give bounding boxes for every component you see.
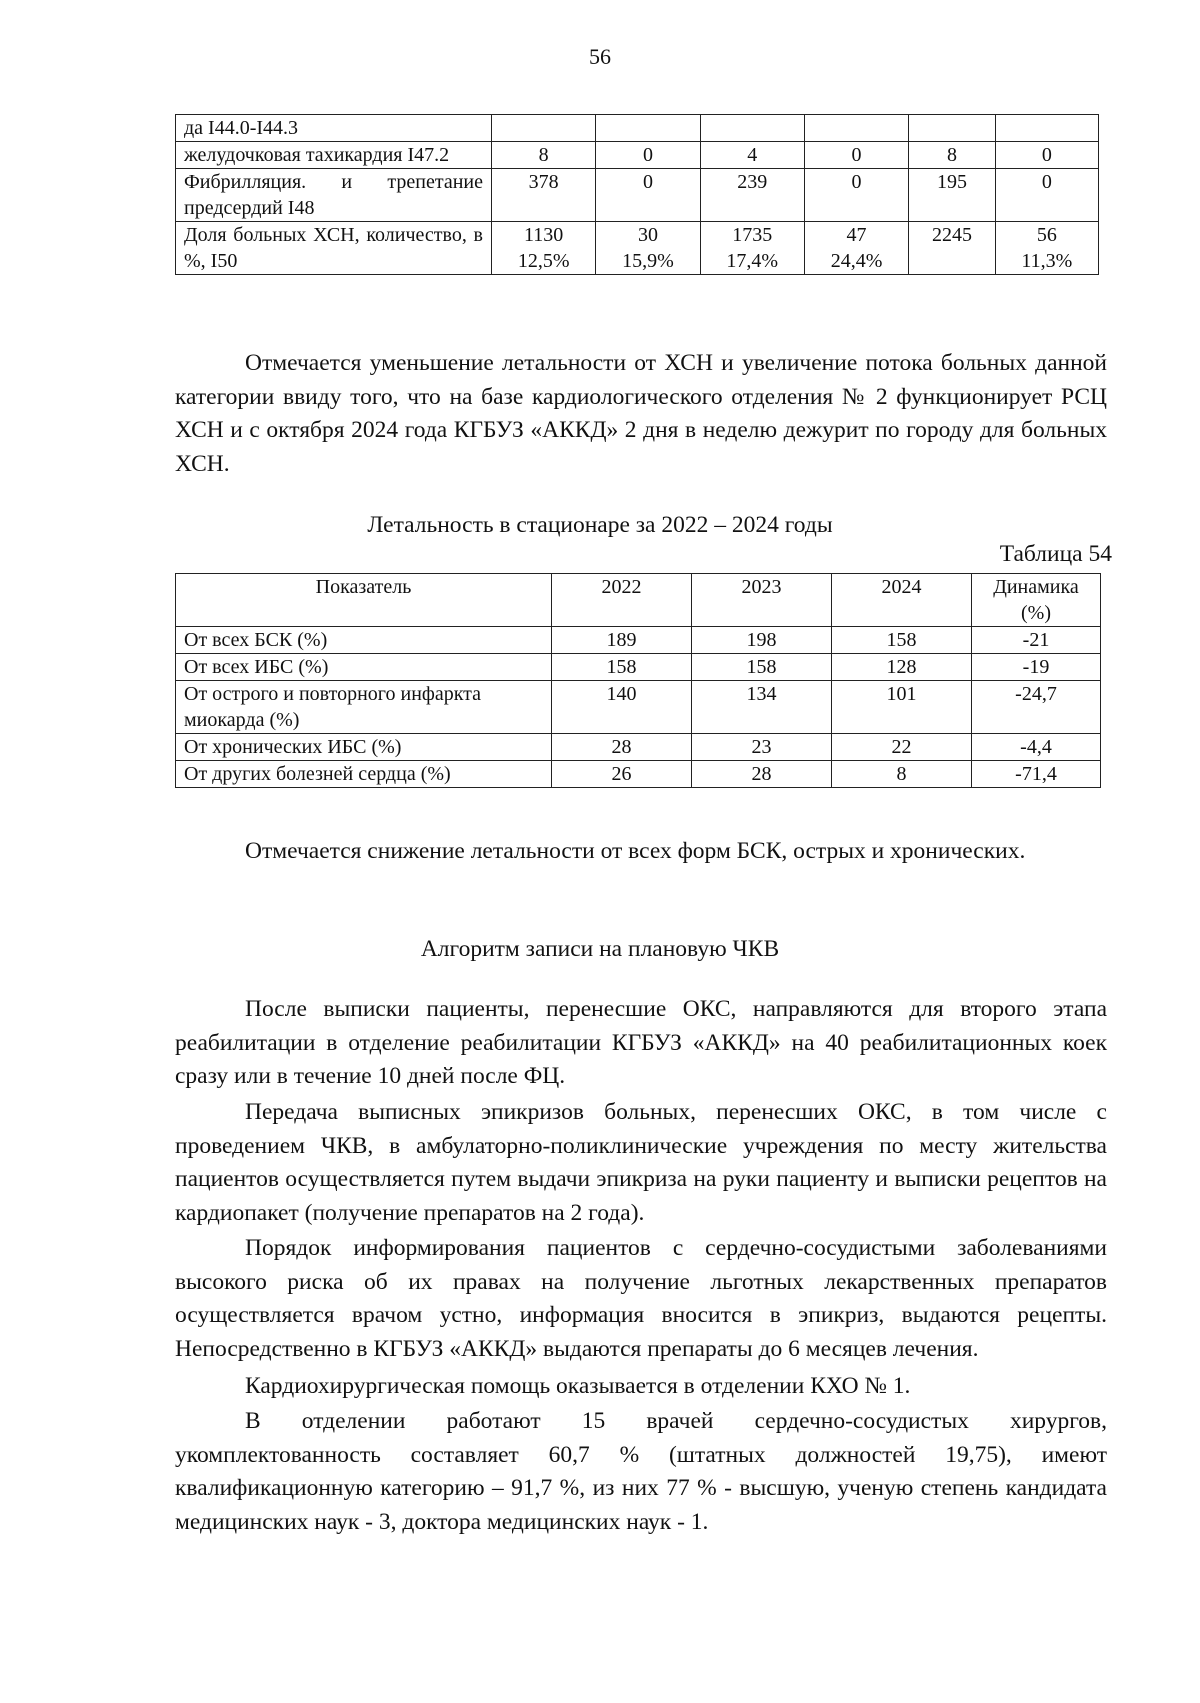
table-cell: 4 bbox=[700, 142, 804, 169]
table-cell: 22 bbox=[832, 734, 972, 761]
table-cell: -4,4 bbox=[972, 734, 1101, 761]
table-cell: 195 bbox=[909, 169, 996, 222]
table-cell: -24,7 bbox=[972, 681, 1101, 734]
table-cell bbox=[804, 222, 908, 275]
table-row bbox=[176, 681, 1101, 734]
table-cell: 0 bbox=[995, 169, 1098, 222]
paragraph-patient-informing: Порядок информирования пациентов с сердечно-сосудистыми заболеваниями высокого риска об их правах на получение льготных лекарственных препаратов осуществляется врачом устно, информация вносится в эпикриз, выдаются рецепты. Непосредственно в КГБУЗ «АККД» выдаются препараты до 6 месяцев лечения. bbox=[175, 1235, 1107, 1362]
row-label: Доля больных ХСН, количество, в %, I50 bbox=[176, 222, 492, 275]
table-cell bbox=[909, 115, 996, 142]
column-header: Динамика (%) bbox=[972, 574, 1101, 627]
table-row bbox=[176, 734, 1101, 761]
table-cell: 0 bbox=[995, 142, 1098, 169]
cell-percent: 15,9% bbox=[622, 250, 674, 272]
table-cell: 0 bbox=[804, 142, 908, 169]
table-cell: 0 bbox=[596, 169, 700, 222]
section-heading: Алгоритм записи на плановую ЧКВ bbox=[420, 936, 780, 962]
table-cell bbox=[700, 115, 804, 142]
table-cell bbox=[995, 222, 1098, 275]
column-header: 2024 bbox=[832, 574, 972, 627]
column-header: Показатель bbox=[176, 574, 552, 627]
paragraph-staffing: В отделении работают 15 врачей сердечно-сосудистых хирургов, укомплектованность составляет 60,7 % (штатных должностей 19,75), имеют квалификационную категорию – 91,7 %, из них 77 % - высшую, ученую степень кандидата медицинских наук - 3, доктора медицинских наук - 1. bbox=[175, 1408, 1107, 1535]
table-cell: 134 bbox=[692, 681, 832, 734]
table-cell: 198 bbox=[692, 627, 832, 654]
lethality-table bbox=[175, 573, 1101, 788]
table-row bbox=[176, 115, 1099, 142]
table-cell: 28 bbox=[552, 734, 692, 761]
column-header: 2022 bbox=[552, 574, 692, 627]
table-cell: 23 bbox=[692, 734, 832, 761]
paragraph-cardiosurgery: Кардиохирургическая помощь оказывается в отделении КХО № 1. bbox=[245, 1373, 911, 1399]
table-row bbox=[176, 627, 1101, 654]
cell-count: 56 bbox=[1036, 224, 1057, 246]
table-cell: 189 bbox=[552, 627, 692, 654]
table-cell bbox=[804, 115, 908, 142]
table-header-row bbox=[176, 574, 1101, 627]
table-cell: 101 bbox=[832, 681, 972, 734]
cell-count: 30 bbox=[637, 224, 658, 246]
table-cell bbox=[909, 222, 996, 275]
row-label: желудочковая тахикардия I47.2 bbox=[176, 142, 492, 169]
table-cell: 128 bbox=[832, 654, 972, 681]
paragraph-epicrisis-transfer: Передача выписных эпикризов больных, перенесших ОКС, в том числе с проведением ЧКВ, в амбулаторно-поликлинические учреждения по месту жительства пациентов осуществляется путем выдачи эпикриза на руки пациенту и выписки рецептов на кардиопакет (получение препаратов на 2 года). bbox=[175, 1099, 1107, 1226]
table-cell: 8 bbox=[832, 761, 972, 788]
paragraph-chf-lethality: Отмечается уменьшение летальности от ХСН и увеличение потока больных данной категории ввиду того, что на базе кардиологического отделения № 2 функционирует РСЦ ХСН и с октября 2024 года КГБУЗ «АККД» 2 дня в неделю дежурит по городу для больных ХСН. bbox=[175, 350, 1107, 477]
table-cell: 140 bbox=[552, 681, 692, 734]
table-cell bbox=[596, 115, 700, 142]
table-cell: -21 bbox=[972, 627, 1101, 654]
table-cell: -71,4 bbox=[972, 761, 1101, 788]
table-row bbox=[176, 169, 1099, 222]
table-cell: 28 bbox=[692, 761, 832, 788]
table-row bbox=[176, 142, 1099, 169]
table-cell: 239 bbox=[700, 169, 804, 222]
table-cell bbox=[596, 222, 700, 275]
cell-percent: 12,5% bbox=[517, 250, 570, 272]
table-cell bbox=[700, 222, 804, 275]
table-caption: Таблица 54 bbox=[999, 541, 1112, 567]
row-label: От всех ИБС (%) bbox=[176, 654, 552, 681]
cell-count: 1130 bbox=[524, 224, 564, 246]
table-cell bbox=[995, 115, 1098, 142]
table-cell: 158 bbox=[552, 654, 692, 681]
table-cell: 8 bbox=[492, 142, 596, 169]
paragraph-lethality-decrease: Отмечается снижение летальности от всех форм БСК, острых и хронических. bbox=[245, 838, 1026, 864]
row-label: От всех БСК (%) bbox=[176, 627, 552, 654]
table-cell: 158 bbox=[692, 654, 832, 681]
cell-percent: 24,4% bbox=[830, 250, 883, 272]
page-number: 56 bbox=[589, 44, 611, 69]
table-cell: 0 bbox=[596, 142, 700, 169]
row-label: да I44.0-I44.3 bbox=[176, 115, 492, 142]
column-header: 2023 bbox=[692, 574, 832, 627]
cell-count: 2245 bbox=[931, 224, 972, 246]
table-cell: 378 bbox=[492, 169, 596, 222]
paragraph-rehabilitation: После выписки пациенты, перенесшие ОКС, направляются для второго этапа реабилитации в отделение реабилитации КГБУЗ «АККД» на 40 реабилитационных коек сразу или в течение 10 дней после ФЦ. bbox=[175, 996, 1107, 1089]
table-cell: 0 bbox=[804, 169, 908, 222]
table-row bbox=[176, 761, 1101, 788]
table-cell: 26 bbox=[552, 761, 692, 788]
cell-count: 1735 bbox=[732, 224, 773, 246]
table-cell bbox=[492, 222, 596, 275]
row-label: От других болезней сердца (%) bbox=[176, 761, 552, 788]
row-label: От острого и повторного инфаркта миокарда (%) bbox=[176, 681, 552, 734]
row-label: Фибрилляция. и трепетание предсердий I48 bbox=[176, 169, 492, 222]
cell-percent: 17,4% bbox=[726, 250, 779, 272]
table-cell bbox=[492, 115, 596, 142]
table-cell: -19 bbox=[972, 654, 1101, 681]
table-cell: 158 bbox=[832, 627, 972, 654]
cell-percent: 11,3% bbox=[1021, 250, 1073, 272]
morbidity-table-continued bbox=[175, 114, 1099, 275]
table-row bbox=[176, 222, 1099, 275]
row-label: От хронических ИБС (%) bbox=[176, 734, 552, 761]
cell-count: 47 bbox=[846, 224, 867, 246]
table-title: Летальность в стационаре за 2022 – 2024 годы bbox=[367, 512, 833, 538]
table-row bbox=[176, 654, 1101, 681]
table-cell: 8 bbox=[909, 142, 996, 169]
